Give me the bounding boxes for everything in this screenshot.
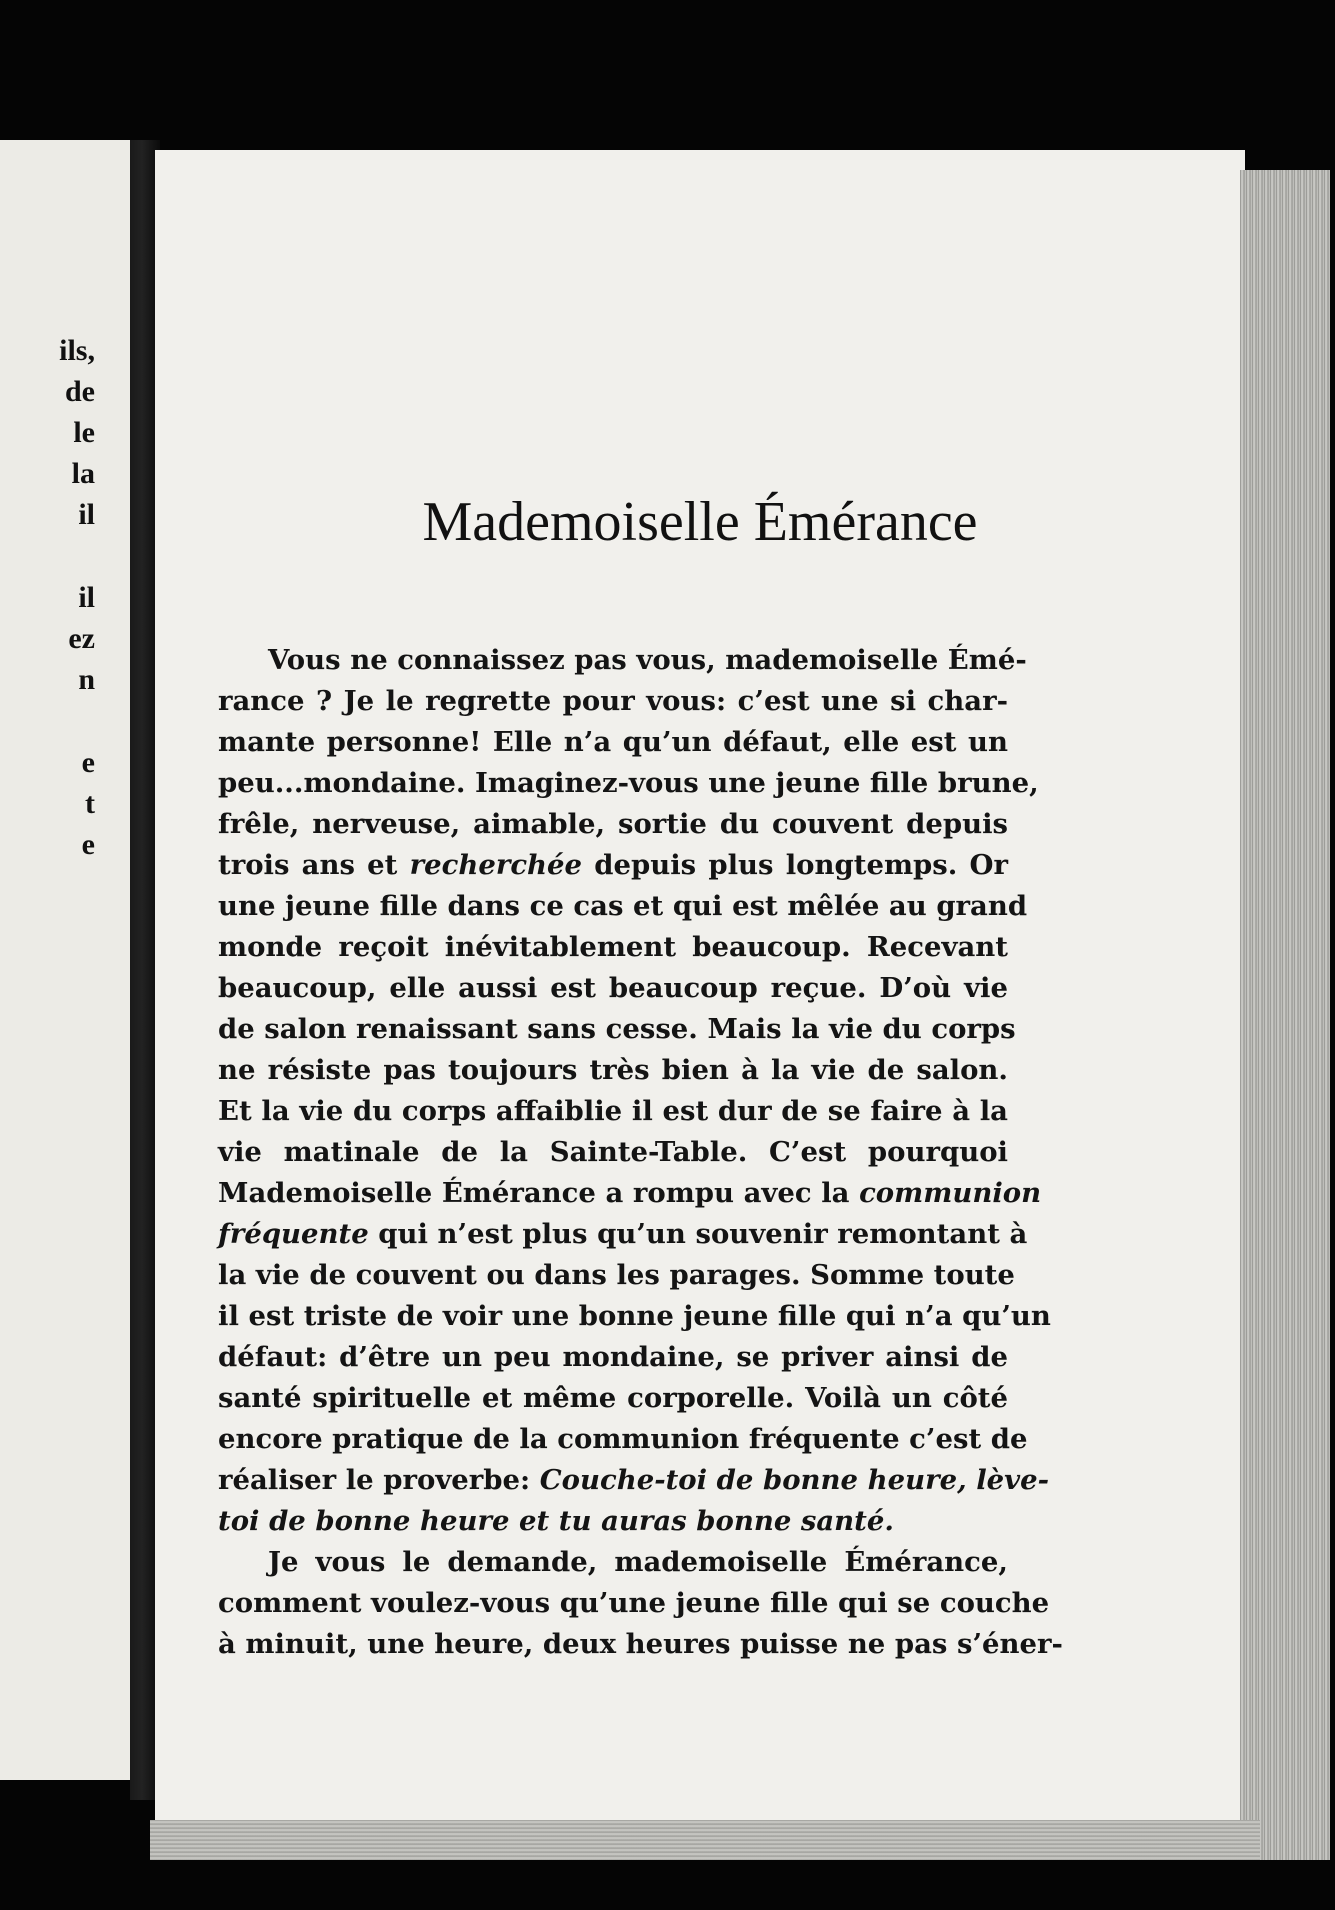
text-segment: Et la vie du corps affaiblie il est dur de se faire à la <box>218 1095 1008 1127</box>
text-line <box>218 927 1008 968</box>
left-page-fragment: il <box>78 498 95 531</box>
text-line <box>218 968 1008 1009</box>
text-line <box>218 1419 1028 1460</box>
text-line <box>218 1337 1008 1378</box>
text-line <box>218 1132 1008 1173</box>
text-line <box>218 1583 1050 1624</box>
text-segment: depuis plus longtemps. Or <box>582 849 1008 881</box>
text-line <box>218 1460 1050 1501</box>
text-segment: défaut: d’être un peu mondaine, se priver ainsi de <box>218 1341 1008 1373</box>
left-page-fragment: ils, <box>59 334 95 367</box>
text-segment: comment voulez-vous qu’une jeune fille qui se couche <box>218 1587 1050 1619</box>
text-line <box>218 1624 1063 1665</box>
text-segment: beaucoup, elle aussi est beaucoup reçue. D’où vie <box>218 972 1008 1004</box>
page-edges-right <box>1240 170 1330 1860</box>
text-segment: Vous ne connaissez pas vous, mademoiselle Émé- <box>268 644 1027 676</box>
text-segment: la vie de couvent ou dans les parages. Somme toute <box>218 1259 1015 1291</box>
text-line <box>218 640 1027 681</box>
text-line <box>218 804 1008 845</box>
text-segment: une jeune fille dans ce cas et qui est mêlée au grand <box>218 890 1028 922</box>
text-line <box>218 845 1008 886</box>
text-line <box>218 681 1008 722</box>
text-segment: réaliser le proverbe: <box>218 1464 540 1496</box>
text-segment: trois ans et <box>218 849 410 881</box>
text-line <box>218 722 1008 763</box>
italic-text: toi de bonne heure et tu auras bonne santé. <box>218 1505 894 1537</box>
text-line <box>218 1255 1015 1296</box>
text-segment: Je vous le demande, mademoiselle Émérance, <box>268 1546 1008 1578</box>
text-segment: santé spirituelle et même corporelle. Voilà un côté <box>218 1382 1008 1414</box>
text-segment: rance ? Je le regrette pour vous: c’est une si char- <box>218 685 1008 717</box>
left-page-fragment: e <box>81 746 95 779</box>
text-segment: monde reçoit inévitablement beaucoup. Recevant <box>218 931 1008 963</box>
text-segment: de salon renaissant sans cesse. Mais la vie du corps <box>218 1013 1016 1045</box>
paragraph <box>218 1542 1063 1665</box>
paragraph <box>218 640 1051 1542</box>
text-segment: vie matinale de la Sainte-Table. C’est pourquoi <box>218 1136 1008 1168</box>
italic-text: fréquente <box>218 1218 369 1250</box>
text-segment: frêle, nerveuse, aimable, sortie du couvent depuis <box>218 808 1008 840</box>
left-page-fragment: de <box>65 375 95 408</box>
text-line <box>218 886 1028 927</box>
left-page-text-fragments <box>0 330 95 865</box>
page-edges-bottom <box>150 1820 1260 1860</box>
left-page-fragment: il <box>78 581 95 614</box>
left-page-gap <box>0 535 95 577</box>
text-segment: ne résiste pas toujours très bien à la vie de salon. <box>218 1054 1008 1086</box>
text-segment: Mademoiselle Émérance a rompu avec la <box>218 1177 860 1209</box>
text-segment: peu...mondaine. Imaginez-vous une jeune fille brune, <box>218 767 1039 799</box>
italic-text: communion <box>859 1177 1042 1209</box>
text-segment: qui n’est plus qu’un souvenir remontant à <box>368 1218 1028 1250</box>
left-page-fragment: ez <box>68 622 95 655</box>
italic-text: recherchée <box>409 849 583 881</box>
text-line <box>218 1296 1051 1337</box>
left-page-gap <box>0 700 95 742</box>
text-line <box>218 1542 1008 1583</box>
text-line <box>218 1173 1042 1214</box>
text-line <box>218 1501 1008 1542</box>
text-segment: il est triste de voir une bonne jeune fille qui n’a qu’un <box>218 1300 1051 1332</box>
text-segment: mante personne! Elle n’a qu’un défaut, elle est un <box>218 726 1008 758</box>
left-page-fragment: t <box>85 787 95 820</box>
text-segment: à minuit, une heure, deux heures puisse ne pas s’éner- <box>218 1628 1063 1660</box>
text-line <box>218 1009 1016 1050</box>
text-line <box>218 1214 1028 1255</box>
italic-text: Couche-toi de bonne heure, lève- <box>539 1464 1050 1496</box>
left-page-fragment: le <box>73 416 95 449</box>
body-text <box>218 640 1063 1665</box>
text-line <box>218 763 1039 804</box>
text-segment: encore pratique de la communion fréquente c’est de <box>218 1423 1028 1455</box>
text-line <box>218 1050 1008 1091</box>
text-line <box>218 1091 1008 1132</box>
left-page-fragment: n <box>78 663 95 696</box>
left-page-fragment: e <box>81 828 95 861</box>
left-page-fragment: la <box>71 457 95 490</box>
text-line <box>218 1378 1008 1419</box>
chapter-title: Mademoiselle Émérance <box>422 491 978 553</box>
